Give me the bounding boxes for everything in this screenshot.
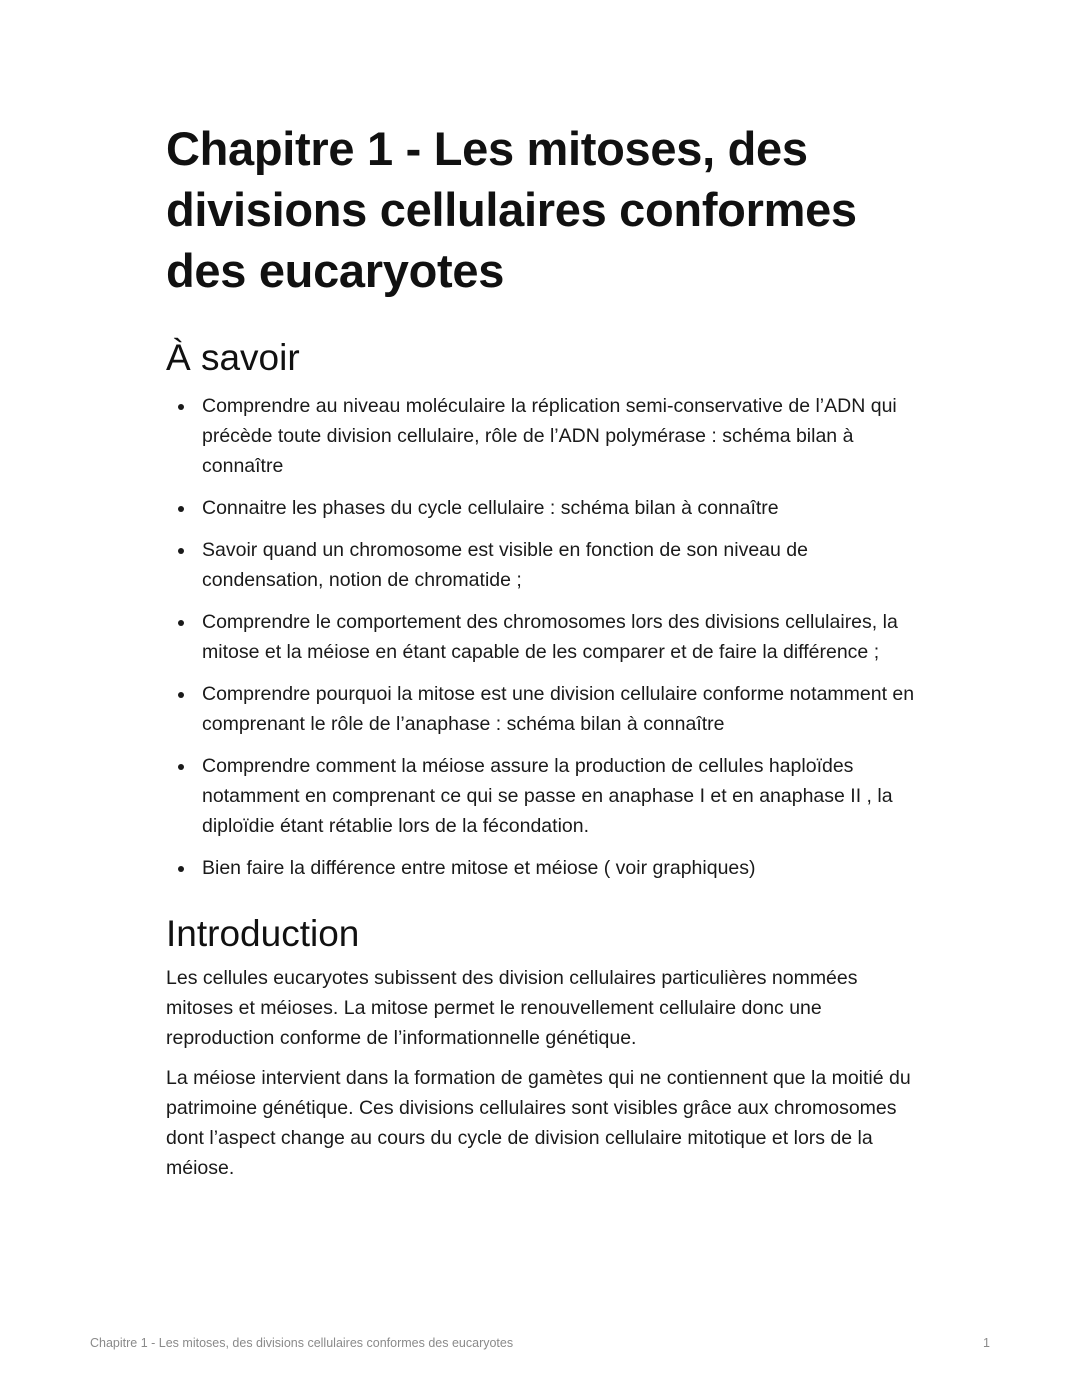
- bullet-icon: [178, 866, 184, 872]
- page-title: Chapitre 1 - Les mitoses, des divisions cellulaires conformes des eucaryotes: [166, 122, 857, 297]
- section-heading-a-savoir: À savoir: [166, 337, 300, 378]
- list-item: [166, 751, 926, 841]
- bullet-icon: [178, 506, 184, 512]
- list-item: [166, 679, 926, 739]
- list-item-text: Connaitre les phases du cycle cellulaire : schéma bilan à connaître: [202, 497, 779, 519]
- list-item: [166, 853, 926, 883]
- paragraph: Les cellules eucaryotes subissent des division cellulaires particulières nommées mitoses et méioses. La mitose permet le renouvellement cellulaire donc une reproduction conforme de l’informationnelle génétique.: [166, 967, 858, 1049]
- bullet-icon: [178, 404, 184, 410]
- page-footer: [90, 1336, 990, 1350]
- list-item-text: Comprendre au niveau moléculaire la réplication semi-conservative de l’ADN qui précède toute division cellulaire, rôle de l’ADN polymérase : schéma bilan à connaître: [202, 395, 897, 477]
- list-item: [166, 391, 926, 481]
- bullet-icon: [178, 620, 184, 626]
- page-number: 1: [983, 1336, 990, 1350]
- document-page: [166, 118, 926, 1193]
- list-item: [166, 493, 926, 523]
- savoir-list: [166, 391, 926, 883]
- footer-title: Chapitre 1 - Les mitoses, des divisions cellulaires conformes des eucaryotes: [90, 1336, 514, 1350]
- bullet-icon: [178, 548, 184, 554]
- list-item-text: Comprendre pourquoi la mitose est une division cellulaire conforme notamment en comprenant le rôle de l’anaphase : schéma bilan à connaître: [202, 683, 915, 735]
- section-heading-introduction: Introduction: [166, 913, 360, 954]
- list-item: [166, 607, 926, 667]
- list-item: [166, 535, 926, 595]
- list-item-text: Savoir quand un chromosome est visible en fonction de son niveau de condensation, notion de chromatide ;: [202, 539, 808, 591]
- list-item-text: Comprendre comment la méiose assure la production de cellules haploïdes notamment en comprenant ce qui se passe en anaphase I et en anaphase II , la diploïdie étant rétablie lors de la fécondation.: [202, 755, 893, 837]
- introduction-body: [166, 963, 926, 1183]
- bullet-icon: [178, 692, 184, 698]
- paragraph: La méiose intervient dans la formation de gamètes qui ne contiennent que la moitié du patrimoine génétique. Ces divisions cellulaires sont visibles grâce aux chromosomes dont l’aspect change au cours du cycle de division cellulaire mitotique et lors de la méiose.: [166, 1067, 911, 1179]
- list-item-text: Comprendre le comportement des chromosomes lors des divisions cellulaires, la mitose et la méiose en étant capable de les comparer et de faire la différence ;: [202, 611, 898, 663]
- list-item-text: Bien faire la différence entre mitose et méiose ( voir graphiques): [202, 857, 756, 879]
- bullet-icon: [178, 764, 184, 770]
